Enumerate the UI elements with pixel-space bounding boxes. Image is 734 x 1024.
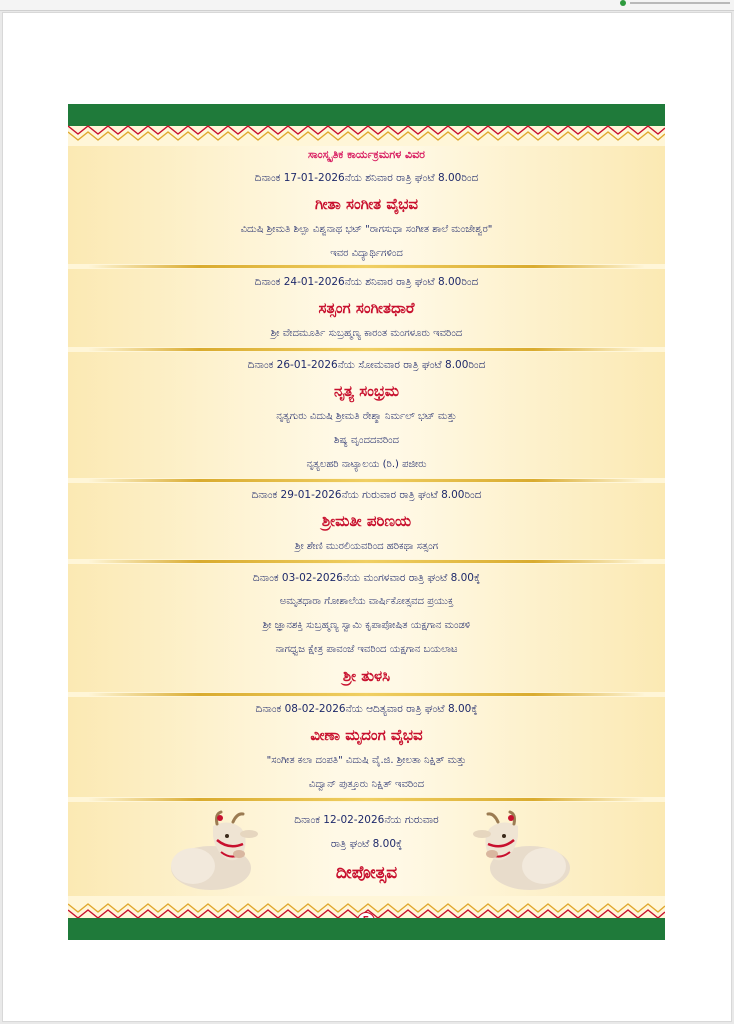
event-line: ಶ್ರೀ ಶೇಣಿ ಮುರಲಿಯವರಿಂದ ಹರಿಕಥಾ ಸತ್ಸಂಗ xyxy=(294,541,439,552)
gold-divider xyxy=(88,479,645,482)
event-date: ದಿನಾಂಕ 08-02-2026ನೆಯ ಆದಿತ್ಯವಾರ ರಾತ್ರಿ ಘಂಟೆ 8.00ಕ್ಕೆ xyxy=(255,703,478,715)
event-line: ಶ್ರೀ ಜ್ಞಾನಶಕ್ತಿ ಸುಬ್ರಹ್ಮಣ್ಯ ಸ್ವಾಮಿ ಕೃಪಾಪೋಷಿತ ಯಕ್ಷಗಾನ ಮಂಡಳಿ xyxy=(262,620,471,631)
event-section-2 xyxy=(68,269,665,347)
event-title: ಶ್ರೀ ತುಳಸಿ xyxy=(342,667,391,685)
event-section-7 xyxy=(68,802,665,896)
gold-divider xyxy=(88,265,645,268)
event-section-3 xyxy=(68,352,665,478)
event-title: ಸತ್ಸಂಗ ಸಂಗೀತಧಾರೆ xyxy=(318,299,415,317)
event-line: ವಿದ್ವಾನ್ ಪುತ್ತೂರು ನಿಕ್ಷಿತ್ ಇವರಿಂದ xyxy=(308,779,425,790)
event-line: ನೃತ್ಯಲಹರಿ ನಾಟ್ಯಾಲಯ (ರಿ.) ಪಜೀರು xyxy=(306,459,427,470)
top-green-band xyxy=(68,104,665,126)
event-line: ಇವರ ವಿದ್ಯಾರ್ಥಿಗಳಿಂದ xyxy=(330,248,403,259)
event-title: ವೀಣಾ ಮೃದಂಗ ವೈಭವ xyxy=(310,726,423,744)
event-section-1 xyxy=(68,146,665,264)
gold-divider xyxy=(88,560,645,563)
event-date: ದಿನಾಂಕ 26-01-2026ನೆಯ ಸೋಮವಾರ ರಾತ್ರಿ ಘಂಟೆ 8.00ರಿಂದ xyxy=(247,359,486,371)
event-title: ದೀಪೋತ್ಸವ xyxy=(335,863,398,883)
cow-image-right xyxy=(470,806,570,890)
event-section-5 xyxy=(68,564,665,692)
event-line: ನಾಗಧ್ವಜ ಕ್ಷೇತ್ರ ಪಾವಂಜೆ ಇವರಿಂದ ಯಕ್ಷಗಾನ ಬಯಲಾಟ xyxy=(275,644,458,655)
gold-divider xyxy=(88,348,645,351)
event-date: ದಿನಾಂಕ 24-01-2026ನೆಯ ಶನಿವಾರ ರಾತ್ರಿ ಘಂಟೆ 8.00ರಿಂದ xyxy=(254,276,479,288)
zigzag-border-icon xyxy=(68,124,665,142)
event-line: ವಿದುಷಿ ಶ್ರೀಮತಿ ಶಿಲ್ಪಾ ವಿಶ್ವನಾಥ ಭಟ್ "ರಾಗಸುಧಾ ಸಂಗೀತ ಶಾಲೆ ಮಂಜೇಶ್ವರ" xyxy=(240,224,493,235)
event-poster xyxy=(68,104,665,940)
event-title: ನೃತ್ಯ ಸಂಭ್ರಮ xyxy=(333,382,400,400)
event-date: ದಿನಾಂಕ 17-01-2026ನೆಯ ಶನಿವಾರ ರಾತ್ರಿ ಘಂಟೆ 8.00ರಿಂದ xyxy=(254,172,479,184)
gold-divider xyxy=(88,798,645,801)
event-title: ಶ್ರೀಮತೀ ಪರಿಣಯ xyxy=(321,512,412,530)
event-line: ಅಮೃತಧಾರಾ ಗೋಶಾಲೆಯ ವಾರ್ಷಿಕೋತ್ಸವದ ಪ್ರಯುಕ್ತ xyxy=(279,596,454,607)
green-dot-icon xyxy=(620,0,626,6)
event-date: ದಿನಾಂಕ 03-02-2026ನೆಯ ಮಂಗಳವಾರ ರಾತ್ರಿ ಘಂಟೆ 8.00ಕ್ಕೆ xyxy=(252,572,481,584)
event-section-6 xyxy=(68,697,665,797)
page-heading: ಸಾಂಸ್ಕೃತಿಕ ಕಾರ್ಯಕ್ರಮಗಳ ವಿವರ xyxy=(307,148,426,161)
event-date: ದಿನಾಂಕ 29-01-2026ನೆಯ ಗುರುವಾರ ರಾತ್ರಿ ಘಂಟೆ 8.00ರಿಂದ xyxy=(251,489,482,501)
event-line: "ಸಂಗೀತ ಕಲಾ ದಂಪತಿ" ವಿದುಷಿ ವೈ.ಜಿ. ಶ್ರೀಲತಾ ನಿಕ್ಷಿತ್ ಮತ್ತು xyxy=(266,755,467,766)
viewer-top-strip xyxy=(0,0,734,11)
event-line: ಶ್ರೀ ವೇದಮೂರ್ತಿ ಸುಬ್ರಹ್ಮಣ್ಯ ಕಾರಂತ ಮಂಗಳೂರು ಇವರಿಂದ xyxy=(270,328,463,339)
event-section-4 xyxy=(68,483,665,559)
gold-divider xyxy=(88,693,645,696)
event-line: ನೃತ್ಯಗುರು ವಿದುಷಿ ಶ್ರೀಮತಿ ರೇಶ್ಮಾ ನಿರ್ಮಲ್ ಭಟ್ ಮತ್ತು xyxy=(276,411,457,422)
bottom-green-band xyxy=(68,918,665,940)
badge-line xyxy=(630,2,730,4)
event-time: ರಾತ್ರಿ ಘಂಟೆ 8.00ಕ್ಕೆ xyxy=(330,838,403,850)
viewer-badge xyxy=(620,0,730,6)
event-date: ದಿನಾಂಕ 12-02-2026ನೆಯ ಗುರುವಾರ xyxy=(294,814,439,826)
event-title: ಗೀತಾ ಸಂಗೀತ ವೈಭವ xyxy=(315,195,418,213)
event-line: ಶಿಷ್ಯ ವೃಂದದವರಿಂದ xyxy=(333,435,399,446)
cow-image-left xyxy=(163,806,263,890)
